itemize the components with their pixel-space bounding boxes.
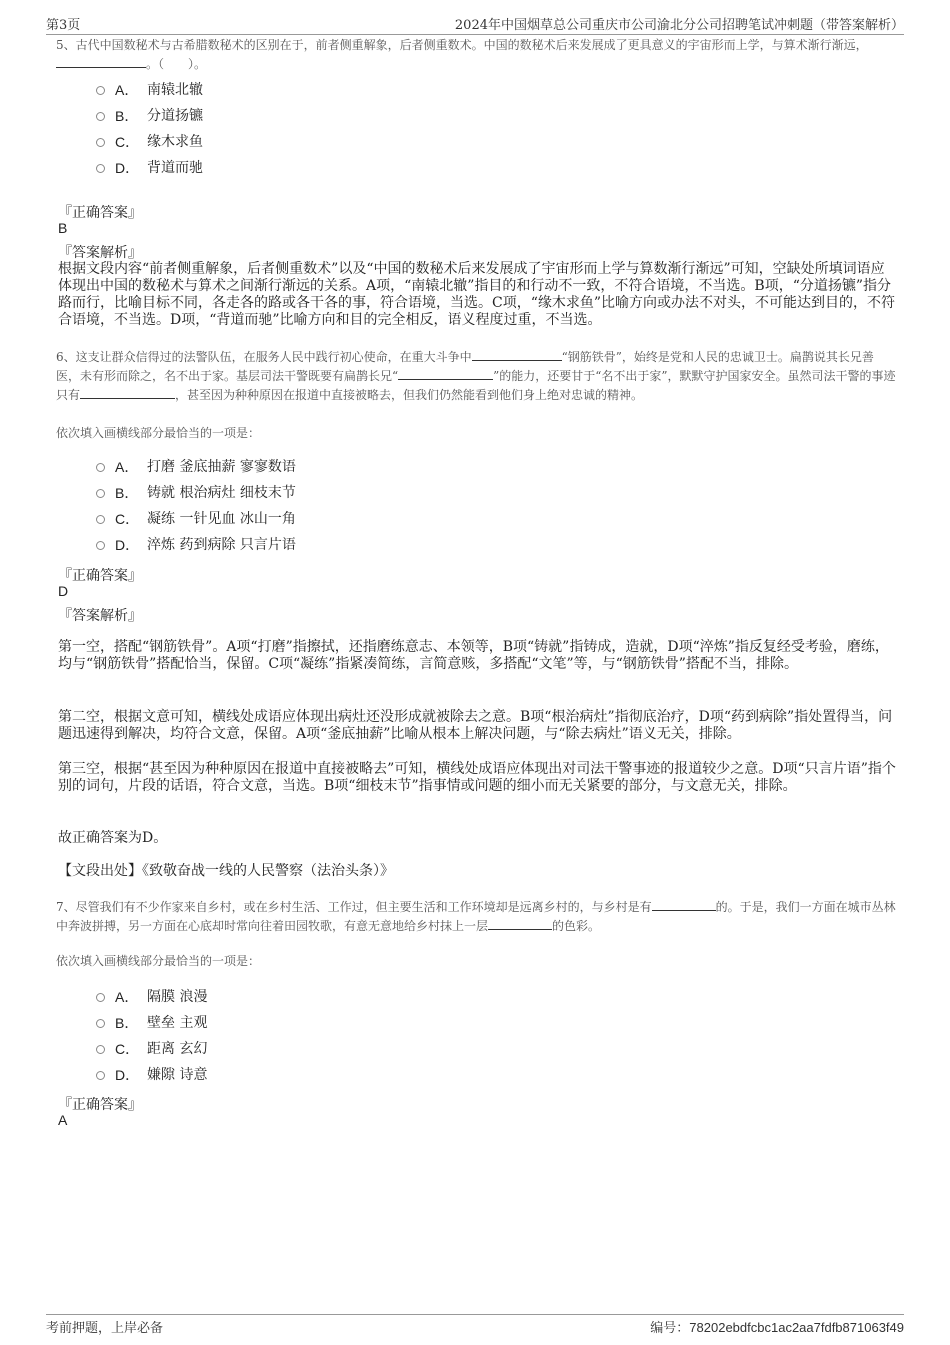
analysis-conclusion: 故正确答案为D。 [58,830,168,846]
correct-answer-value: B [58,220,68,236]
option-text: 缘木求鱼 [147,134,203,150]
question-5-text-c: 。（ ）。 [146,57,207,71]
option-letter: D． [115,1067,140,1083]
option-text: 打磨 釜底抽薪 寥寥数语 [147,459,296,475]
option-c[interactable] [96,129,203,155]
page-number: 第3页 [46,18,81,33]
question-5-text-b: 渐行渐远， [807,38,868,52]
option-text: 南辕北辙 [147,82,203,98]
question-7-stem [56,898,896,936]
question-7-text-b: 的。于是，我们一方面在城市丛林中奔波拼搏，另一方面在心底却时常向往着田园牧歌，有意无意地给乡村抹上一层 [56,900,896,933]
question-5-text-a: 5、古代中国数秘术与古希腊数秘术的区别在于，前者侧重解象，后者侧重数术。中国的数秘术后来发展成了更具意义的宇宙形而上学，与算术 [56,38,808,52]
radio-icon[interactable] [96,1071,105,1080]
answer-blank [56,55,146,68]
option-text: 铸就 根治病灶 细枝末节 [147,485,296,501]
answer-blank [472,348,562,361]
question-6-text-a: 6、这支让群众信得过的法警队伍，在服务人民中践行初心使命，在重大斗争中 [56,350,472,364]
option-text: 凝练 一针见血 冰山一角 [147,511,296,527]
question-5-options [96,77,203,181]
radio-icon[interactable] [96,164,105,173]
question-7-instruction: 依次填入画横线部分最恰当的一项是： [56,954,261,968]
analysis-paragraph-1: 第一空，搭配“钢筋铁骨”。A项“打磨”指擦拭，还指磨练意志、本领等，B项“铸就”指铸成，造就，D项“淬炼”指反复经受考验，磨练，均与“钢筋铁骨”搭配恰当，保留。C项“凝练”指紧凑简练，言简意赅，多搭配“文笔”等，与“钢筋铁骨”搭配不当，排除。 [58,639,889,672]
option-a[interactable] [96,984,207,1010]
option-text: 背道而驰 [147,160,203,176]
question-5-stem [56,36,896,74]
radio-icon[interactable] [96,138,105,147]
question-7-options [96,984,207,1088]
option-letter: B． [115,108,139,124]
option-a[interactable] [96,77,203,103]
question-6-text-b: “钢筋铁骨”，始终是党和人民的忠诚卫士。扁鹊说其长兄善医，未有形而除之，名不出于家。基层司法干警既要有扁鹊长兄“ [56,350,874,383]
analysis-paragraph-3: 第三空，根据“甚至因为种种原因在报道中直接被略去”可知，横线处成语应体现出对司法干警事迹的报道较少之意。D项“只言片语”指个别的词句，片段的话语，符合文意，当选。B项“细枝末节”指事情或问题的细小而无关紧要的部分，与文意无关，排除。 [58,761,896,794]
analysis-paragraph-2: 第二空，根据文意可知，横线处成语应体现出病灶还没形成就被除去之意。B项“根治病灶”指彻底治疗，D项“药到病除”指处置得当，问题迅速得到解决，均符合文意，保留。A项“釜底抽薪”比喻从根本上解决问题，与“除去病灶”语义无关，排除。 [58,709,893,742]
correct-answer-label: 『正确答案』 [58,205,142,221]
analysis-text: 根据文段内容“前者侧重解象，后者侧重数术”以及“中国的数秘术后来发展成了宇宙形而上学与算数渐行渐远”可知，空缺处所填词语应体现出中国的数秘术与算术之间渐行渐远的关系。A项，“南辕北辙”指目的和行动不一致，不符合语境，不当选。B项，“分道扬镳”指分路而行，比喻目标不同，各走各的路或各干各的事，符合语境，当选。C项，“缘木求鱼”比喻方向或办法不对头，不可能达到目的，不符合语境，不当选。D项，“背道而驰”比喻方向和目的完全相反，语义程度过重，不当选。 [58,261,896,328]
radio-icon[interactable] [96,1019,105,1028]
option-letter: C． [115,511,140,527]
radio-icon[interactable] [96,541,105,550]
answer-blank [652,898,716,911]
option-text: 嫌隙 诗意 [147,1067,208,1083]
option-letter: C． [115,134,140,150]
analysis-label: 『答案解析』 [58,245,142,261]
option-b[interactable] [96,1010,207,1036]
option-text: 淬炼 药到病除 只言片语 [147,537,296,553]
document-id: 编号：78202ebdfcbc1ac2aa7fdfb871063f49 [650,1320,904,1335]
footer-slogan: 考前押题，上岸必备 [46,1321,164,1336]
radio-icon[interactable] [96,112,105,121]
option-letter: B． [115,1015,139,1031]
radio-icon[interactable] [96,463,105,472]
radio-icon[interactable] [96,1045,105,1054]
question-6-stem [56,348,896,405]
radio-icon[interactable] [96,86,105,95]
page-header [46,14,904,35]
option-text: 隔膜 浪漫 [147,989,208,1005]
correct-answer-label: 『正确答案』 [58,1097,142,1113]
option-c[interactable] [96,506,296,532]
page-footer [46,1314,904,1335]
text-source: 【文段出处】《致敬奋战一线的人民警察（法治头条）》 [58,863,394,879]
question-6-instruction: 依次填入画横线部分最恰当的一项是： [56,426,261,440]
question-6-options [96,454,296,558]
correct-answer-label: 『正确答案』 [58,568,142,584]
analysis-label: 『答案解析』 [58,608,142,624]
option-d[interactable] [96,1062,207,1088]
option-letter: A． [115,989,139,1005]
option-a[interactable] [96,454,296,480]
option-d[interactable] [96,155,203,181]
radio-icon[interactable] [96,993,105,1002]
answer-blank [80,386,175,399]
question-6-text-c: ”的能力，还要甘于“名不出于家”，默默守护国家安全。虽然司法干警的事迹只有 [56,369,896,402]
option-letter: A． [115,459,139,475]
option-d[interactable] [96,532,296,558]
radio-icon[interactable] [96,515,105,524]
option-b[interactable] [96,480,296,506]
document-title: 2024年中国烟草总公司重庆市公司渝北分公司招聘笔试冲刺题（带答案解析） [454,18,904,33]
answer-blank [398,367,493,380]
option-letter: D． [115,160,140,176]
option-c[interactable] [96,1036,207,1062]
option-letter: A． [115,82,139,98]
option-text: 壁垒 主观 [147,1015,208,1031]
option-b[interactable] [96,103,203,129]
correct-answer-value: A [58,1112,68,1128]
radio-icon[interactable] [96,489,105,498]
question-6-text-d: ，甚至因为种种原因在报道中直接被略去，但我们仍然能看到他们身上绝对忠诚的精神。 [175,388,644,402]
question-7-text-c: 的色彩。 [552,919,601,933]
option-text: 分道扬镳 [147,108,203,124]
option-text: 距离 玄幻 [147,1041,208,1057]
option-letter: B． [115,485,139,501]
option-letter: C． [115,1041,140,1057]
correct-answer-value: D [58,583,69,599]
question-7-text-a: 7、尽管我们有不少作家来自乡村，或在乡村生活、工作过，但主要生活和工作环境却是远离乡村的，与乡村是有 [56,900,652,914]
answer-blank [488,917,552,930]
option-letter: D． [115,537,140,553]
